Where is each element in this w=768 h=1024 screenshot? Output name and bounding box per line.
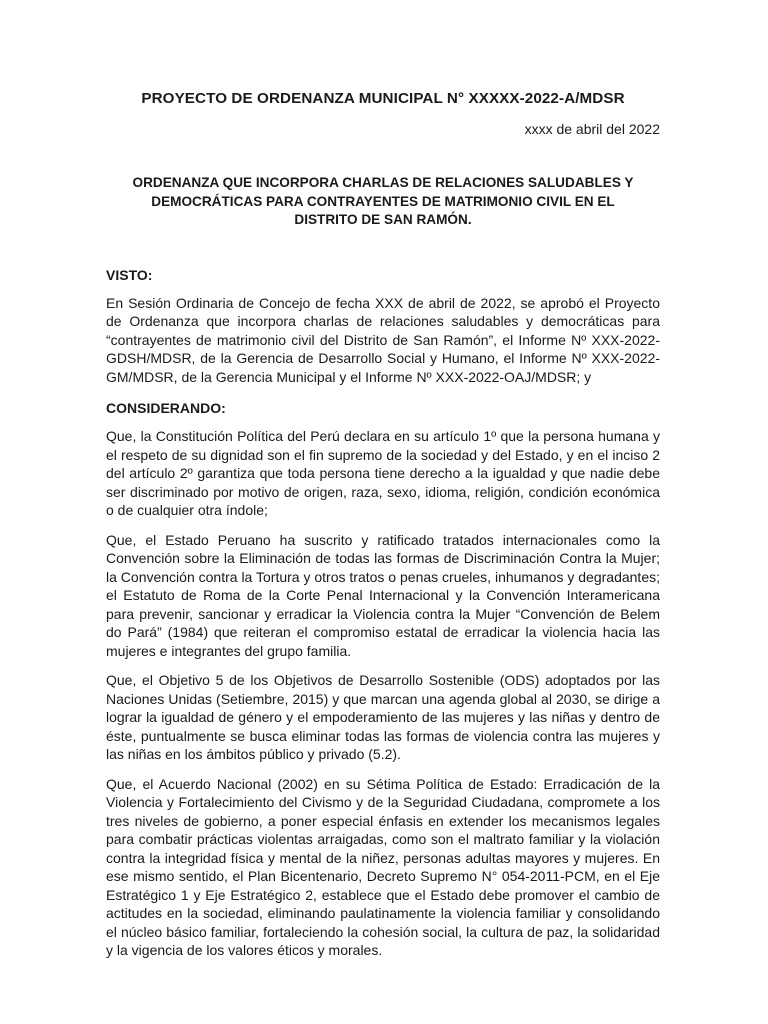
considerando-heading: CONSIDERANDO: xyxy=(106,400,226,416)
considerando-paragraph-2: Que, el Estado Peruano ha suscrito y ratificado tratados internacionales como la Convención sobre la Eliminación de todas las formas de Discriminación Contra la Mujer; la Convención contra la Tortura y otros tratos o penas crueles, inhumanos y degradantes; el Estatuto de Roma de la Corte Penal Internacional y la Convención Interamericana para prevenir, sancionar y erradicar la Violencia contra la Mujer “Convención de Belem do Pará” (1984) que reiteran el compromiso estatal de erradicar la violencia hacia las mujeres e integrantes del grupo familia. xyxy=(106,531,660,659)
considerando-paragraph-4: Que, el Acuerdo Nacional (2002) en su Sétima Política de Estado: Erradicación de la Violencia y Fortalecimiento del Civismo y de la Seguridad Ciudadana, compromete a los tres niveles de gobierno, a poner especial énfasis en extender los mecanismos legales para combatir prácticas violentas arraigadas, como son el maltrato familiar y la violación contra la integridad física y mental de la niñez, personas adultas mayores y mujeres. En ese mismo sentido, el Plan Bicentenario, Decreto Supremo N° 054-2011-PCM, en el Eje Estratégico 1 y Eje Estratégico 2, establece que el Estado debe promover el cambio de actitudes en la sociedad, eliminando paulatinamente la violencia familiar y consolidando el núcleo básico familiar, fortaleciendo la cohesión social, la cultura de paz, la solidaridad y la vigencia de los valores éticos y morales. xyxy=(106,775,660,958)
visto-heading: VISTO: xyxy=(106,266,153,283)
visto-paragraph: En Sesión Ordinaria de Concejo de fecha XXX de abril de 2022, se aprobó el Proyecto de Ordenanza que incorpora charlas de relaciones saludables y democráticas para “contrayentes de matrimonio civil del Distrito de San Ramón”, el Informe Nº XXX-2022-GDSH/MDSR, de la Gerencia de Desarrollo Social y Humano, el Informe Nº XXX-2022-GM/MDSR, de la Gerencia Municipal y el Informe Nº XXX-2022-OAJ/MDSR; y xyxy=(106,294,660,385)
document-page xyxy=(106,90,660,971)
document-title: PROYECTO DE ORDENANZA MUNICIPAL N° XXXXX-2022-A/MDSR xyxy=(141,90,625,107)
ordinance-title: ORDENANZA QUE INCORPORA CHARLAS DE RELACIONES SALUDABLES Y DEMOCRÁTICAS PARA CONTRAYENTES DE MATRIMONIO CIVIL EN EL DISTRITO DE SAN RAMÓN. xyxy=(132,175,634,227)
considerando-paragraph-1: Que, la Constitución Política del Perú declara en su artículo 1º que la persona humana y el respeto de su dignidad son el fin supremo de la sociedad y del Estado, y en el inciso 2 del artículo 2º garantiza que toda persona tiene derecho a la igualdad y que nadie debe ser discriminado por motivo de origen, raza, sexo, idioma, religión, condición económica o de cualquier otra índole; xyxy=(106,428,660,518)
document-date: xxxx de abril del 2022 xyxy=(524,121,660,137)
considerando-paragraph-3: Que, el Objetivo 5 de los Objetivos de Desarrollo Sostenible (ODS) adoptados por las Naciones Unidas (Setiembre, 2015) y que marcan una agenda global al 2030, se dirige a lograr la igualdad de género y el empoderamiento de las mujeres y las niñas y dentro de éste, puntualmente se busca eliminar todas las formas de violencia contra las mujeres y las niñas en los ámbitos público y privado (5.2). xyxy=(106,672,660,762)
